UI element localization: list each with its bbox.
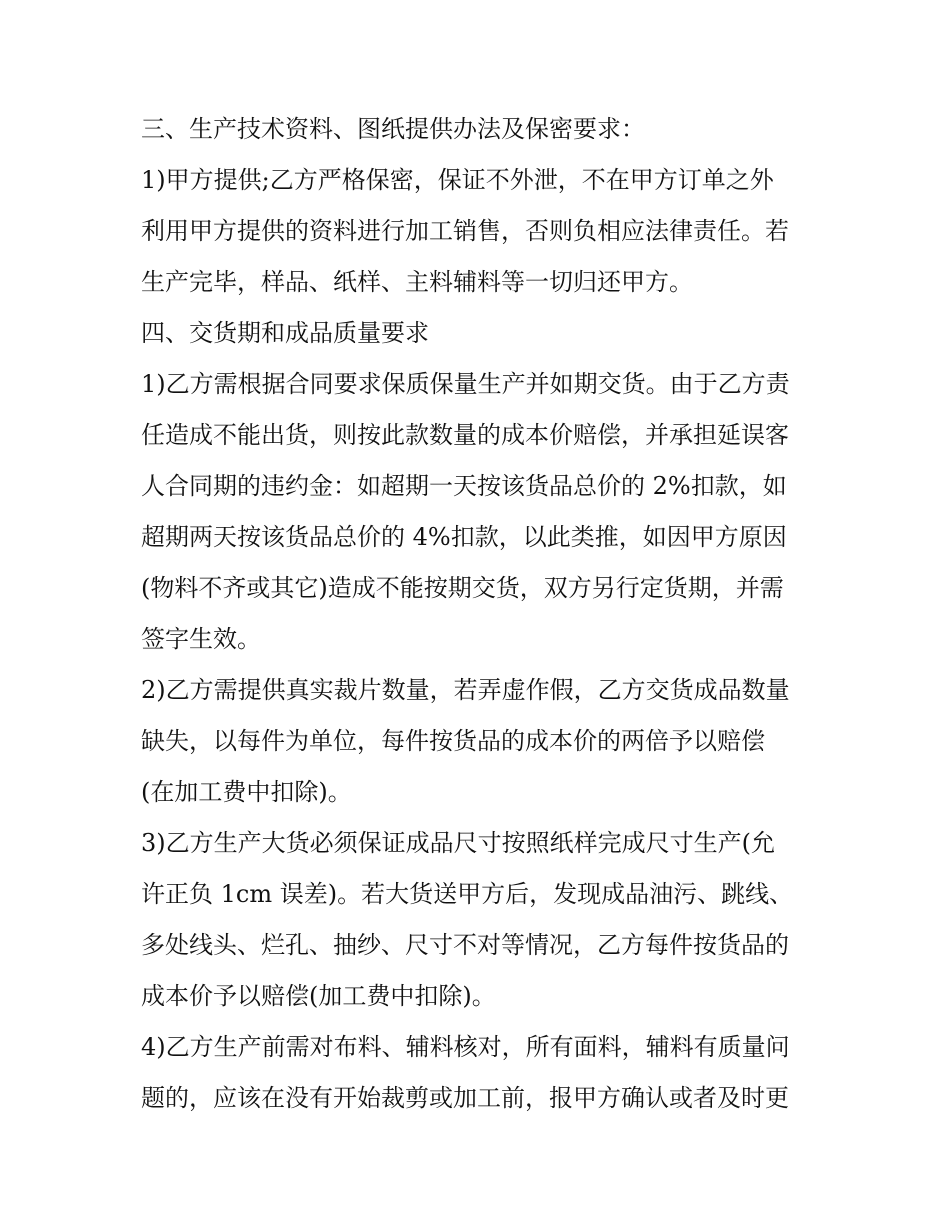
text-line: 成本价予以赔偿(加工费中扣除)。	[141, 982, 496, 1010]
text-line: 生产完毕，样品、纸样、主料辅料等一切归还甲方。	[141, 268, 693, 296]
text-line: 超期两天按该货品总价的 4%扣款，以此类推，如因甲方原因	[141, 523, 787, 551]
text-line: 多处线头、烂孔、抽纱、尺寸不对等情况，乙方每件按货品的	[141, 931, 789, 959]
text-line: (在加工费中扣除)。	[141, 778, 352, 806]
text-line: 4)乙方生产前需对布料、辅料核对，所有面料，辅料有质量问	[141, 1033, 790, 1061]
text-line: (物料不齐或其它)造成不能按期交货，双方另行定货期，并需	[141, 574, 784, 602]
document-body	[141, 104, 821, 1124]
text-line: 题的，应该在没有开始裁剪或加工前，报甲方确认或者及时更	[141, 1084, 789, 1112]
text-line: 签字生效。	[141, 625, 261, 653]
text-line: 人合同期的违约金：如超期一天按该货品总价的 2%扣款，如	[141, 472, 787, 500]
text-line: 1)甲方提供;乙方严格保密，保证不外泄，不在甲方订单之外	[141, 166, 774, 194]
text-line: 利用甲方提供的资料进行加工销售，否则负相应法律责任。若	[141, 217, 789, 245]
section-heading-4: 四、交货期和成品质量要求	[141, 319, 429, 347]
text-line: 许正负 1cm 误差)。若大货送甲方后，发现成品油污、跳线、	[141, 880, 794, 908]
text-line: 缺失，以每件为单位，每件按货品的成本价的两倍予以赔偿	[141, 727, 765, 755]
text-line: 任造成不能出货，则按此款数量的成本价赔偿，并承担延误客	[141, 421, 789, 449]
text-line: 3)乙方生产大货必须保证成品尺寸按照纸样完成尺寸生产(允	[141, 829, 775, 857]
text-line: 2)乙方需提供真实裁片数量，若弄虚作假，乙方交货成品数量	[141, 676, 790, 704]
section-heading-3: 三、生产技术资料、图纸提供办法及保密要求：	[141, 115, 645, 143]
text-line: 1)乙方需根据合同要求保质保量生产并如期交货。由于乙方责	[141, 370, 790, 398]
